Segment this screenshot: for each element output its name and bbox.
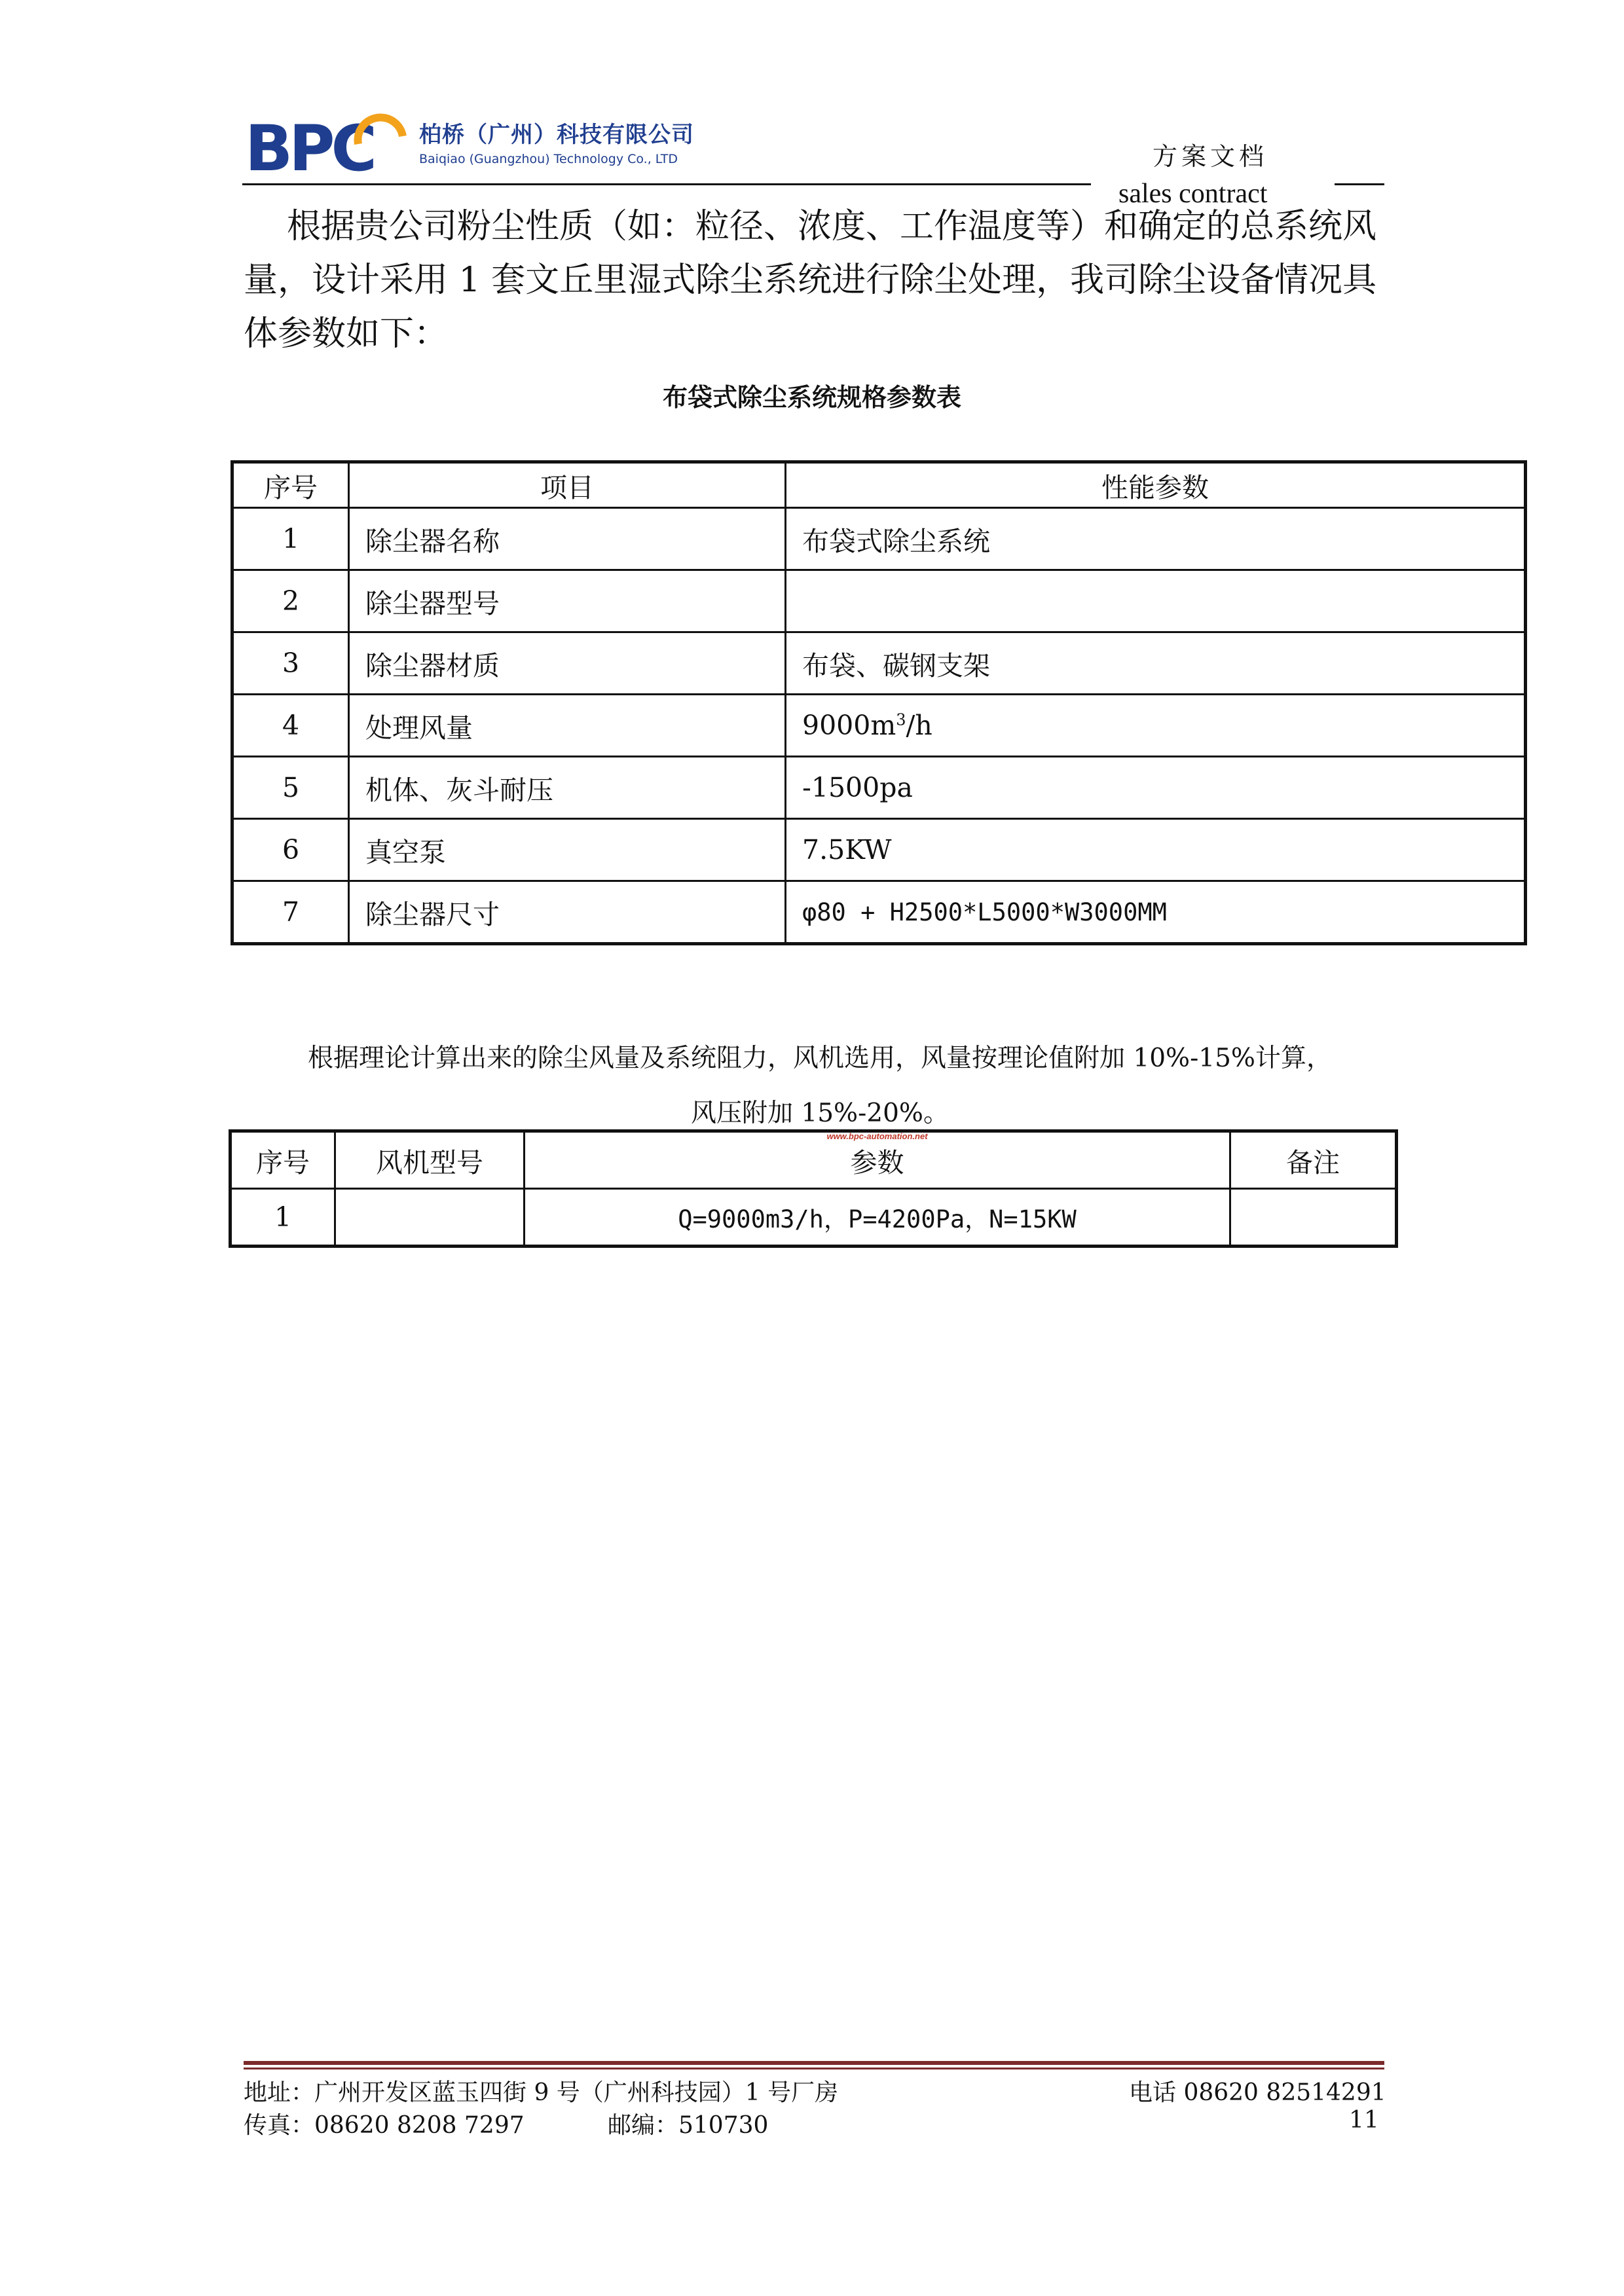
- table-row: [232, 508, 1526, 570]
- row-value: -1500pa: [786, 757, 1526, 819]
- footer-rule-thin: [244, 2068, 1384, 2069]
- header-cell: [525, 1131, 1230, 1189]
- doc-type: 方案文档: [1153, 142, 1268, 171]
- company-name-en: Baiqiao (Guangzhou) Technology Co., LTD: [419, 152, 678, 166]
- table-header-row: [231, 1131, 1397, 1189]
- row-value: 布袋式除尘系统: [786, 508, 1526, 570]
- fan-note: [244, 1031, 1396, 1141]
- row-number: 2: [232, 570, 349, 632]
- table-row: [232, 819, 1526, 881]
- row-value: φ80 + H2500*L5000*W3000MM: [786, 881, 1526, 944]
- row-item: 机体、灰斗耐压: [349, 757, 786, 819]
- table-header-row: [232, 462, 1526, 508]
- note-line-2: 风压附加 15%-20%。: [691, 1099, 949, 1128]
- note-line-1: 根据理论计算出来的除尘风量及系统阻力，风机选用，风量按理论值附加 10%-15%计算，: [308, 1044, 1332, 1073]
- row-value: 7.5KW: [786, 819, 1526, 881]
- doc-subtitle: sales contract: [1118, 179, 1268, 209]
- row-item: 真空泵: [349, 819, 786, 881]
- value-unit: /h: [906, 710, 932, 741]
- header-cell-text: 参数: [850, 1146, 904, 1178]
- row-item: 除尘器型号: [349, 570, 786, 632]
- row-number: 1: [231, 1189, 335, 1247]
- table-row: [232, 632, 1526, 695]
- row-model: [335, 1189, 525, 1247]
- header-rule-right: [1335, 183, 1384, 185]
- row-number: 3: [232, 632, 349, 695]
- row-value: [786, 695, 1526, 757]
- row-item: 除尘器材质: [349, 632, 786, 695]
- row-value: 布袋、碳钢支架: [786, 632, 1526, 695]
- footer-address: 地址：广州开发区蓝玉四街 9 号（广州科技园）1 号厂房: [244, 2079, 839, 2106]
- table-row: [231, 1189, 1397, 1247]
- row-remark: [1230, 1189, 1397, 1247]
- header-cell: 风机型号: [335, 1131, 525, 1189]
- footer-fax: 传真：08620 8208 7297: [244, 2112, 525, 2139]
- value-main: 9000m: [802, 710, 896, 741]
- header-cell: 序号: [231, 1131, 335, 1189]
- row-number: 7: [232, 881, 349, 944]
- row-item: 处理风量: [349, 695, 786, 757]
- watermark: www.bpc-automation.net: [826, 1131, 928, 1141]
- row-params: Q=9000m3/h，P=4200Pa，N=15KW: [525, 1189, 1230, 1247]
- row-value: [786, 570, 1526, 632]
- row-item: 除尘器尺寸: [349, 881, 786, 944]
- header-cell: 序号: [232, 462, 349, 508]
- row-number: 1: [232, 508, 349, 570]
- fan-table: [229, 1129, 1398, 1248]
- footer-rule-thick: [244, 2061, 1384, 2065]
- company-name-cn: 柏桥（广州）科技有限公司: [419, 122, 694, 148]
- table-row: [232, 757, 1526, 819]
- header-rule-left: [242, 183, 1091, 185]
- row-item: 除尘器名称: [349, 508, 786, 570]
- logo-text: BPC: [245, 112, 373, 182]
- company-logo: [244, 110, 407, 182]
- intro-text: 根据贵公司粉尘性质（如：粒径、浓度、工作温度等）和确定的总系统风量，设计采用 1 套文丘里湿式除尘系统进行除尘处理，我司除尘设备情况具体参数如下：: [244, 207, 1377, 354]
- spec-table: [231, 460, 1527, 945]
- header-cell: 备注: [1230, 1131, 1397, 1189]
- header-cell: 项目: [349, 462, 786, 508]
- spec-table-title: 布袋式除尘系统规格参数表: [662, 383, 961, 412]
- row-number: 6: [232, 819, 349, 881]
- table-row: [232, 695, 1526, 757]
- row-number: 4: [232, 695, 349, 757]
- header-cell: 性能参数: [786, 462, 1526, 508]
- table-row: [232, 570, 1526, 632]
- footer-zip: 邮编：510730: [608, 2112, 769, 2139]
- value-superscript: 3: [896, 710, 906, 729]
- table-row: [232, 881, 1526, 944]
- row-number: 5: [232, 757, 349, 819]
- page-number: 11: [1349, 2107, 1379, 2134]
- footer-tel: 电话 08620 82514291: [1129, 2079, 1386, 2106]
- intro-paragraph: [244, 200, 1396, 361]
